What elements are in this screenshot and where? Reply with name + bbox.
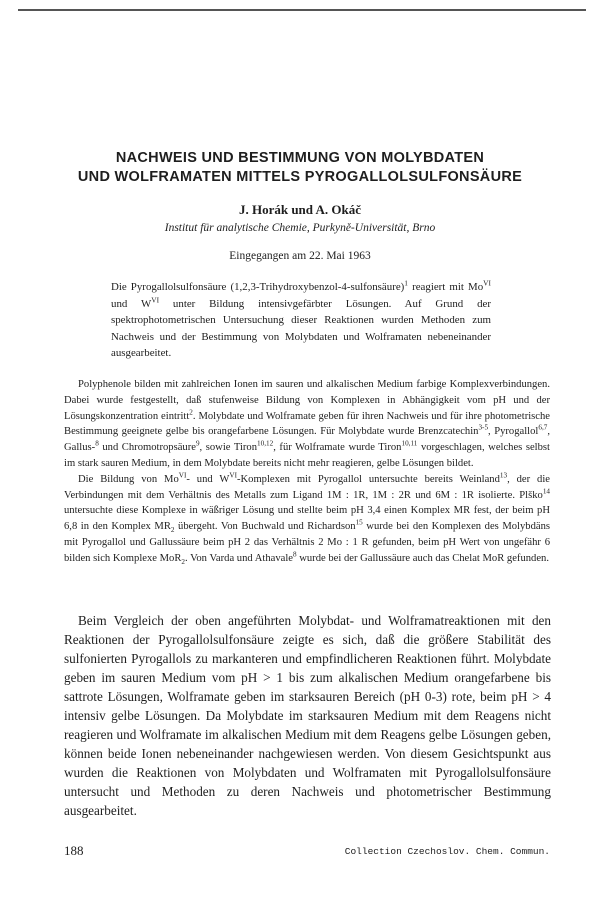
main-paragraph: Beim Vergleich der oben angeführten Molybdat- und Wolframatreaktionen mit den Reaktionen der Pyrogallolsulfonsäure zeigte es sich, daß die größere Stabilität des sulfonierten Pyrogallols zu markanteren und empfindlicheren Reaktionen führt. Molybdate geben im sauren Medium vom pH > 1 bis zum alkalischen Medium orangefarbene bis sattrote Lösungen, Wolframate geben im starksauren Bereich (pH 0-3) rote, beim pH > 4 intensiv gelbe Lösungen. Da Molybdate im starksauren Medium mit dem Reagens nicht reagieren und Wolframate im alkalischen Medium mit dem Reagens gelbe Lösungen geben, können beide Ionen nebeneinander nachgewiesen werden. Von diesem Gesichtspunkt aus wurden die Reaktionen von Molybdaten und Wolframaten mit Pyrogallolsulfonsäure untersucht und Methoden zu deren Nachweis und photometrischer Bestimmung ausgearbeitet.	[64, 613, 551, 818]
affiliation: Institut für analytische Chemie, Purkyně-Universität, Brno	[164, 222, 436, 234]
title-line-2: UND WOLFRAMATEN MITTELS PYROGALLOLSULFONSÄURE	[77, 169, 523, 185]
abstract: Die Pyrogallolsulfonsäure (1,2,3-Trihydroxybenzol-4-sulfonsäure)$^1$ reagiert mit $Mo^{VI}$ und $W^{VI}$ unter Bildung intensivgefärbter Lösungen. Auf Grund der spektrophotometrischen Untersuchung dieser Reaktionen wurden Methoden zum Nachweis und der Bestimmung von Molybdaten und Wolframaten nebeneinander ausgearbeitet.	[111, 278, 491, 360]
intro-paragraph-1: Polyphenole bilden mit zahlreichen Ionen im sauren und alkalischen Medium farbige Komplexverbindungen. Dabei wurde festgestellt, daß stufenweise Bildung von Komplexen in Abhängigkeit vom pH und der Lösungskonzentration eintritt$^2$. Molybdate und Wolframate geben für ihren Nachweis und für ihre photometrische Bestimmung geeignete gelbe bis orangefarbene Lösungen. Für Molybdate wurde Brenzcatechin$^{3-5}$, Pyrogallol$^{6,7}$, Gallus-$^8$ und Chromotropsäure$^9$, sowie Tiron$^{10,12}$, für Wolframate wurde Tiron$^{10,11}$ vorgeschlagen, welches selbst im stark sauren Medium, in dem Molybdate bereits nicht mehr reagieren, gelbe Lösungen bildet.	[64, 379, 550, 469]
journal-name: Collection Czechoslov. Chem. Commun.	[344, 846, 550, 857]
authors: J. Horák und A. Okáč	[238, 202, 362, 217]
title-line-1: NACHWEIS UND BESTIMMUNG VON MOLYBDATEN	[115, 150, 485, 166]
introduction	[64, 377, 550, 567]
received-date: Eingegangen am 22. Mai 1963	[229, 250, 371, 262]
top-rule	[18, 9, 586, 11]
intro-paragraph-2: Die Bildung von $Mo^{VI}-$ und $W^{VI}$-Komplexen mit Pyrogallol untersuchte bereits Weinland$^{13}$, der die Verbindungen mit dem Verhältnis des Metalls zum Ligand 1M : 1R, 1M : 2R und 6M : 1R isolierte. Plško$^{14}$ untersuchte diese Komplexe in wäßriger Lösung und stellte beim pH 3,4 einen Komplex MR fest, der beim pH 6,8 in den Komplex $MR_2$ übergeht. Von Buchwald und Richardson$^{15}$ wurde bei den Komplexen des Molybdäns mit Pyrogallol und Gallussäure beim pH 2 das Verhältnis 2 Mo : 1 R gefunden, beim pH Wert von ungefähr 6 bilden sich Komplexe MoR$_2$. Von Varda und Athavale$^8$ wurde bei der Gallussäure auch das Chelat MoR gefunden.	[64, 471, 550, 566]
main-text	[64, 611, 551, 820]
page-number: 188	[64, 843, 84, 858]
